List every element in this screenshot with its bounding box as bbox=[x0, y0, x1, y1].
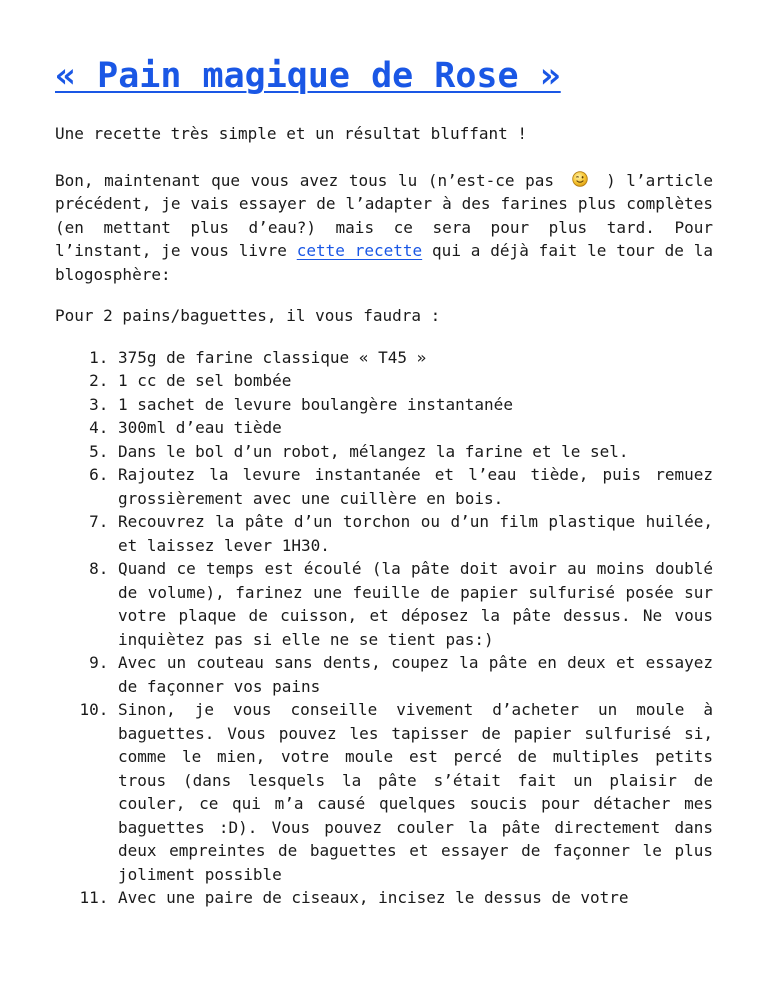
recipe-step: 11. Avec une paire de ciseaux, incisez le dessus de votre bbox=[118, 886, 713, 910]
paragraph-text-start: Bon, maintenant que vous avez tous lu (n’est-ce pas bbox=[55, 170, 555, 190]
paragraph-text-middle: ) l’article précédent, je vais essayer de l’adapter à des farines plus complètes (en mettant plus d’eau?) mais ce sera pour plus tard. Pour l’instant, je vous livre bbox=[55, 170, 713, 260]
paragraph-text-end: qui a déjà fait le tour de la blogosphère: bbox=[55, 241, 713, 284]
article-title-link[interactable]: « Pain magique de Rose » bbox=[55, 56, 561, 96]
recipe-step: 8. Quand ce temps est écoulé (la pâte doit avoir au moins doublé de volume), farinez une feuille de papier sulfurisé posée sur votre plaque de cuisson, et déposez la pâte dessus. Ne vous inquiètez pas si elle ne se tient pas:) bbox=[118, 557, 713, 651]
recipe-step: 10. Sinon, je vous conseille vivement d’acheter un moule à baguettes. Vous pouvez les tapisser de papier sulfurisé si, comme le mien, votre moule est percé de multiples petits trous (dans lesquels la pâte s’était fait un plaisir de couler, ce qui m’a causé quelques soucis pour détacher mes baguettes :D). Vous pouvez couler la pâte directement dans deux empreintes de baguettes et essayer de façonner le plus joliment possible bbox=[118, 698, 713, 886]
recipe-step: 9. Avec un couteau sans dents, coupez la pâte en deux et essayez de façonner vos pains bbox=[118, 651, 713, 698]
recipe-steps-list bbox=[55, 346, 713, 910]
recipe-step: 1. 375g de farine classique « T45 » bbox=[118, 346, 713, 370]
article-title bbox=[55, 56, 713, 96]
ingredients-heading: Pour 2 pains/baguettes, il vous faudra : bbox=[55, 306, 441, 325]
recipe-step: 7. Recouvrez la pâte d’un torchon ou d’un film plastique huilée, et laissez lever 1H30. bbox=[118, 510, 713, 557]
recipe-step: 2. 1 cc de sel bombée bbox=[118, 369, 713, 393]
winking-smiley-icon bbox=[572, 171, 588, 187]
recipe-step: 3. 1 sachet de levure boulangère instantanée bbox=[118, 393, 713, 417]
recipe-step: 5. Dans le bol d’un robot, mélangez la farine et le sel. bbox=[118, 440, 713, 464]
intro-paragraph bbox=[55, 169, 713, 287]
recipe-step: 6. Rajoutez la levure instantanée et l’eau tiède, puis remuez grossièrement avec une cuillère en bois. bbox=[118, 463, 713, 510]
recipe-link[interactable]: cette recette bbox=[296, 241, 423, 260]
recipe-step: 4. 300ml d’eau tiède bbox=[118, 416, 713, 440]
intro-text: Une recette très simple et un résultat bluffant ! bbox=[55, 124, 528, 143]
